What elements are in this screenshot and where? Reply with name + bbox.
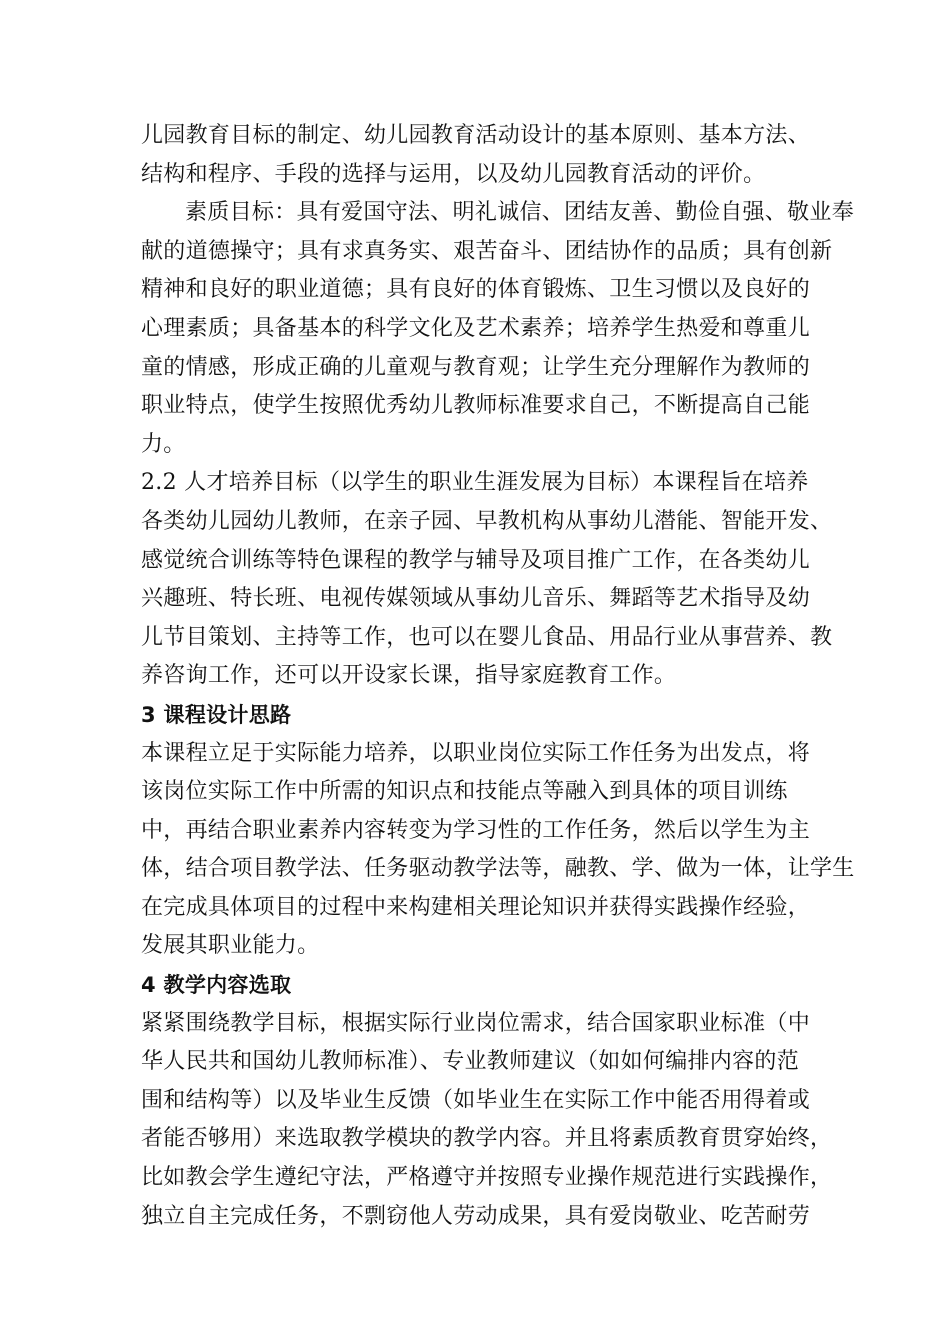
section-heading-course-design: 3 课程设计思路: [141, 702, 292, 727]
text-line: 各类幼儿园幼儿教师，在亲子园、早教机构从事幼儿潜能、智能开发、: [141, 508, 833, 534]
text-line: 发展其职业能力。: [141, 933, 320, 959]
text-line: 该岗位实际工作中所需的知识点和技能点等融入到具体的项目训练: [141, 779, 788, 805]
text-line: 围和结构等）以及毕业生反馈（如毕业生在实际工作中能否用得着或: [141, 1087, 811, 1113]
text-line: 心理素质；具备基本的科学文化及艺术素养；培养学生热爱和尊重儿: [141, 315, 811, 341]
text-line: 精神和良好的职业道德；具有良好的体育锻炼、卫生习惯以及良好的: [141, 277, 811, 303]
text-line: 结构和程序、手段的选择与运用，以及幼儿园教育活动的评价。: [141, 161, 766, 187]
text-line: 者能否够用）来选取教学模块的教学内容。并且将素质教育贯穿始终，: [141, 1126, 833, 1152]
text-line: 献的道德操守；具有求真务实、艰苦奋斗、团结协作的品质；具有创新: [141, 238, 833, 264]
text-line: 独立自主完成任务，不剽窃他人劳动成果，具有爱岗敬业、吃苦耐劳: [141, 1203, 811, 1229]
text-line: 职业特点，使学生按照优秀幼儿教师标准要求自己，不断提高自己能: [141, 393, 811, 419]
text-line: 兴趣班、特长班、电视传媒领域从事幼儿音乐、舞蹈等艺术指导及幼: [141, 586, 811, 612]
text-line: 感觉统合训练等特色课程的教学与辅导及项目推广工作，在各类幼儿: [141, 547, 811, 573]
text-line: 本课程立足于实际能力培养，以职业岗位实际工作任务为出发点，将: [141, 740, 811, 766]
document-page: [141, 117, 855, 1236]
paragraph-quality-goals: 素质目标：具有爱国守法、明礼诚信、团结友善、勤俭自强、敬业奉: [185, 200, 855, 226]
text-line: 力。: [141, 431, 186, 457]
text-line: 紧紧围绕教学目标，根据实际行业岗位需求，结合国家职业标准（中: [141, 1010, 811, 1036]
text-line: 体，结合项目教学法、任务驱动教学法等，融教、学、做为一体，让学生: [141, 856, 855, 882]
text-line: 童的情感，形成正确的儿童观与教育观；让学生充分理解作为教师的: [141, 354, 811, 380]
text-line: 在完成具体项目的过程中来构建相关理论知识并获得实践操作经验，: [141, 894, 811, 920]
section-heading-content-selection: 4 教学内容选取: [141, 973, 292, 998]
text-line: 儿园教育目标的制定、幼儿园教育活动设计的基本原则、基本方法、: [141, 123, 811, 148]
text-line: 比如教会学生遵纪守法，严格遵守并按照专业操作规范进行实践操作，: [141, 1165, 833, 1191]
text-line: 儿节目策划、主持等工作，也可以在婴儿食品、用品行业从事营养、教: [141, 624, 833, 650]
paragraph-talent-goals: 2.2 人才培养目标（以学生的职业生涯发展为目标）本课程旨在培养: [141, 470, 809, 496]
text-line: 养咨询工作，还可以开设家长课，指导家庭教育工作。: [141, 663, 677, 689]
text-line: 中，再结合职业素养内容转变为学习性的工作任务，然后以学生为主: [141, 817, 811, 843]
text-line: 华人民共和国幼儿教师标准）、专业教师建议（如如何编排内容的范: [141, 1049, 800, 1075]
